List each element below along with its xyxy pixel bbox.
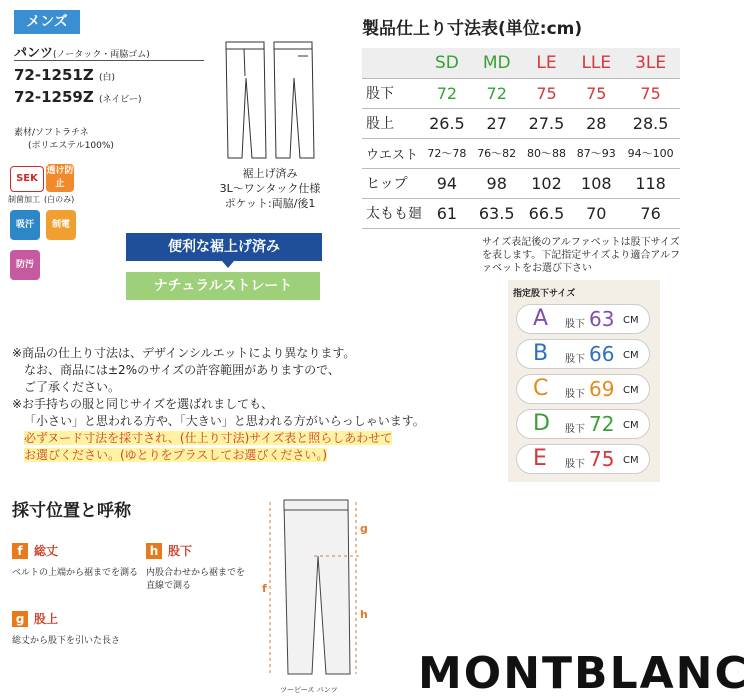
- divider: [14, 60, 204, 61]
- sweat-absorbent-badge: 吸汗: [10, 210, 40, 240]
- size-table-title: 製品仕上り寸法表(単位:cm): [362, 19, 583, 39]
- highlight-note: お選びください。(ゆとりをプラスしてお選びください。): [24, 448, 328, 462]
- size-header: SD: [422, 48, 472, 78]
- diagram-caption: ツーピース パンツ: [280, 686, 338, 694]
- measurement-diagram: [256, 496, 376, 696]
- feature-straight: ナチュラルストレート: [126, 272, 320, 300]
- material-info: 素材/ソフトラチネ (ポリエステル100%): [14, 128, 114, 151]
- table-row: ヒップ 94 98 102 108 118: [362, 168, 680, 198]
- inseam-row-c: C 股下 69 CM: [516, 374, 650, 404]
- anti-see-through-badge: 透け防止: [46, 164, 74, 192]
- diagram-label-f: f: [262, 582, 267, 595]
- measure-item-f: f 総丈 ベルトの上端から裾までを測る: [12, 544, 139, 578]
- inseam-row-b: B 股下 66 CM: [516, 339, 650, 369]
- inseam-row-e: E 股下 75 CM: [516, 444, 650, 474]
- table-row: 股上 26.5 27 27.5 28 28.5: [362, 108, 680, 138]
- size-letter-note: サイズ表記後のアルファベットは股下サイズを表します。下記指定サイズより適合アルファベットをお選び下さい: [482, 237, 680, 274]
- inseam-row-d: D 股下 72 CM: [516, 409, 650, 439]
- table-row: 股下 72 72 75 75 75: [362, 78, 680, 108]
- measurement-section-title: 採寸位置と呼称: [12, 501, 131, 521]
- anti-see-caption: (白のみ): [44, 195, 75, 204]
- size-notes: ※商品の仕上り寸法は、デザインシルエットにより異なります。 なお、商品には±2%のサイズの許容範囲がありますので、 ご了承ください。 ※お手持ちの服と同じサイズを選ばれましても、 「小さい」と思われる方や、「大きい」と思われる方がいらっしゃいます。 必ずヌード寸法を採寸され、(仕上り寸法)サイズ表と照らしあわせて お選びください。(ゆとりをプラスしてお選びください。): [12, 346, 425, 462]
- measure-item-h: h 股下 内股合わせから裾までを 直線で測る: [146, 544, 246, 591]
- product-code-navy: 72-1259Z (ネイビー): [14, 88, 142, 106]
- size-header: LLE: [571, 48, 621, 78]
- mens-category-tag: メンズ: [14, 10, 80, 34]
- antistatic-badge: 制電: [46, 210, 76, 240]
- stain-resistant-badge: 防汚: [10, 250, 40, 280]
- product-name: パンツ: [14, 46, 54, 61]
- sek-caption: 制菌加工: [8, 195, 40, 204]
- inseam-row-a: A 股下 63 CM: [516, 304, 650, 334]
- size-table: [362, 48, 680, 229]
- product-name-sub: (ノータック・両脇ゴム): [53, 50, 150, 60]
- size-header: LE: [522, 48, 572, 78]
- highlight-note: 必ずヌード寸法を採寸され、(仕上り寸法)サイズ表と照らしあわせて: [24, 431, 393, 445]
- size-header: MD: [472, 48, 522, 78]
- pants-illustration: [214, 38, 324, 164]
- diagram-label-h: h: [360, 608, 368, 621]
- table-row: 太もも廻 61 63.5 66.5 70 76: [362, 198, 680, 228]
- product-code-white: 72-1251Z (白): [14, 66, 115, 84]
- product-title: [14, 42, 150, 61]
- inseam-title: 指定股下サイズ: [513, 289, 576, 299]
- table-row: ウエスト 72～78 76～82 80～88 87～93 94～100: [362, 138, 680, 168]
- illustration-notes: 裾上げ済み 3L～ワンタック仕様 ポケット:両脇/後1: [219, 167, 321, 210]
- brand-logo: MONTBLANC: [418, 648, 749, 699]
- feature-hemmed: 便利な裾上げ済み: [126, 233, 322, 261]
- arrow-down-icon: [222, 261, 234, 268]
- diagram-label-g: g: [360, 522, 368, 535]
- size-header-row: [362, 48, 680, 78]
- size-header: 3LE: [621, 48, 680, 78]
- measure-item-g: g 股上 総丈から股下を引いた長さ: [12, 612, 121, 646]
- sek-badge: SEK: [10, 166, 44, 192]
